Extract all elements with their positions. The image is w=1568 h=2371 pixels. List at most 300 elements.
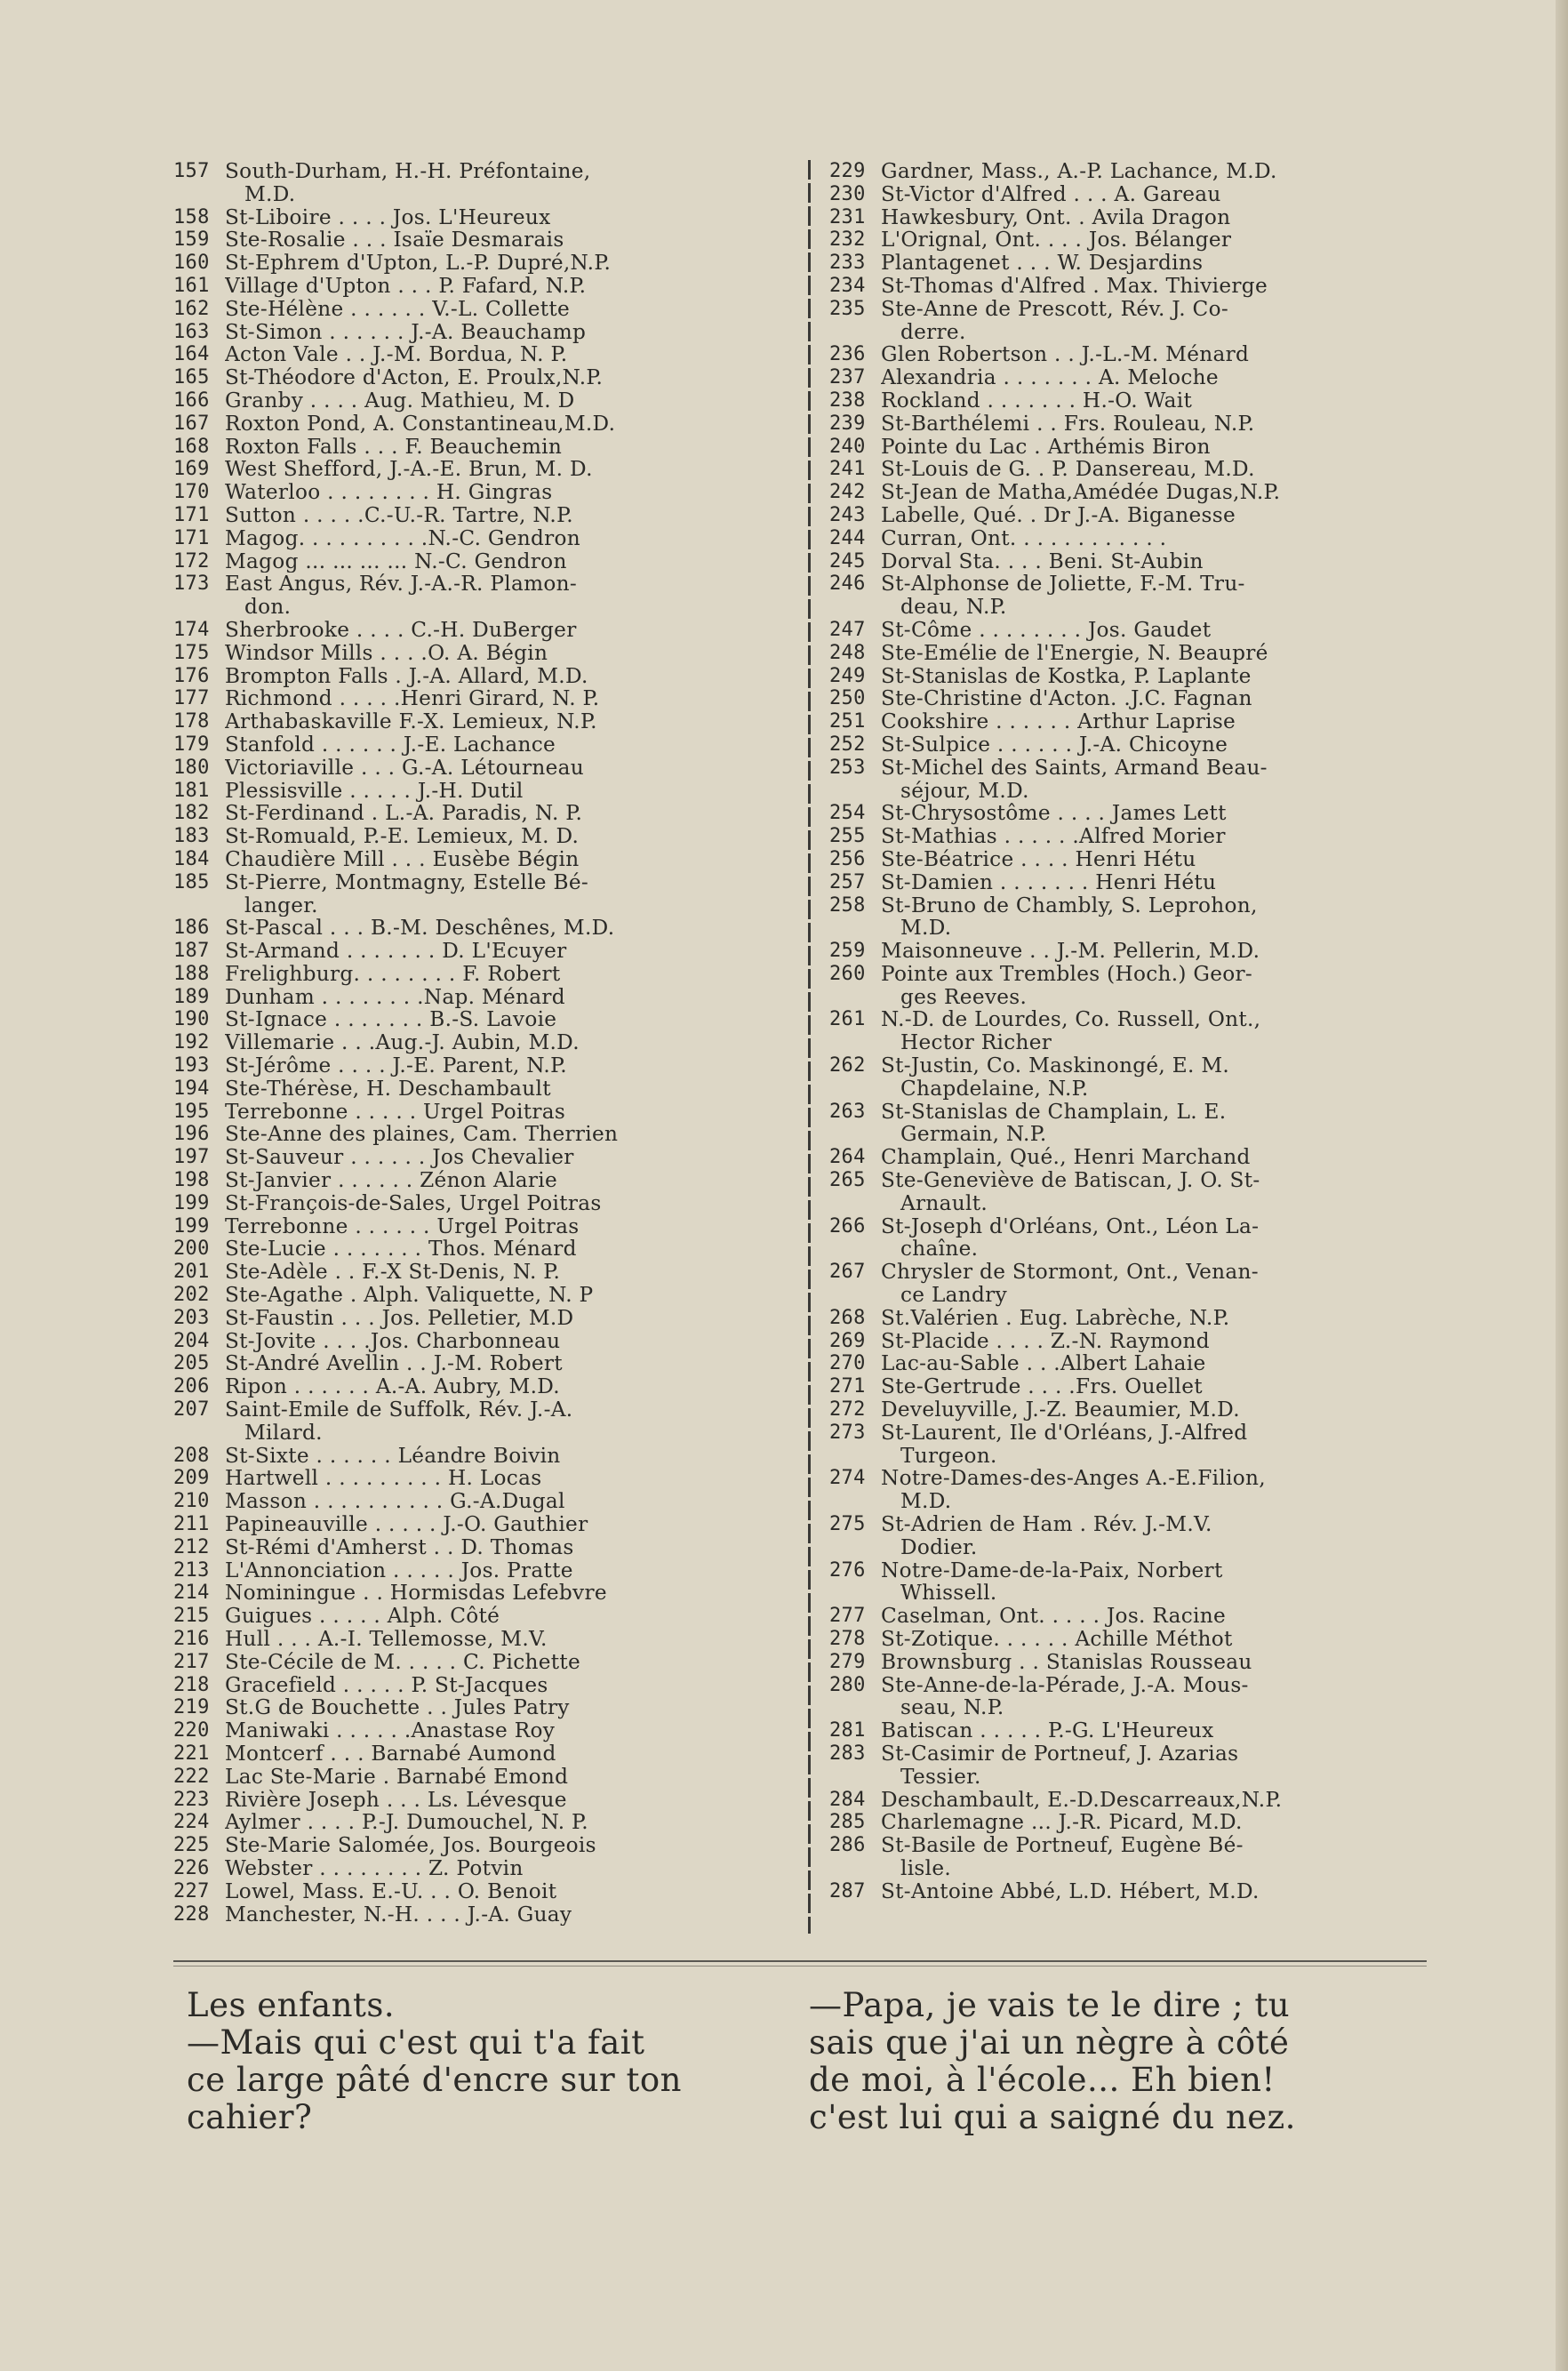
entry-text: Roxton Pond, A. Constantineau,M.D.	[225, 412, 616, 436]
entry-text: ges Reeves.	[900, 985, 1028, 1009]
list-entry	[173, 1261, 787, 1284]
entry-number: 267	[829, 1261, 866, 1284]
list-entry-continuation	[829, 1284, 1427, 1307]
list-entry	[829, 343, 1427, 366]
entry-number: 281	[829, 1719, 866, 1742]
entry-number: 273	[829, 1421, 866, 1444]
entry-number: 193	[173, 1054, 210, 1077]
entry-text: Rockland . . . . . . . H.-O. Wait	[881, 388, 1193, 413]
entry-text: Stanfold . . . . . . J.-E. Lachance	[225, 733, 556, 757]
entry-number: 287	[829, 1879, 866, 1902]
list-entry	[173, 160, 787, 183]
entry-number: 201	[173, 1261, 210, 1284]
list-entry-continuation	[173, 183, 787, 206]
list-entry	[829, 1719, 1427, 1742]
entry-number: 187	[173, 940, 210, 963]
entry-number: 274	[829, 1467, 866, 1490]
entry-number: 199	[173, 1214, 210, 1238]
entry-number: 260	[829, 962, 866, 985]
entry-text: Chapdelaine, N.P.	[900, 1077, 1089, 1101]
list-entry	[829, 252, 1427, 275]
list-entry	[173, 665, 787, 688]
entry-text: Nominingue . . Hormisdas Lefebvre	[225, 1582, 607, 1606]
list-entry	[829, 1651, 1427, 1674]
list-entry	[829, 1146, 1427, 1169]
entry-text: St-Rémi d'Amherst . . D. Thomas	[225, 1535, 574, 1559]
list-entry	[173, 1880, 787, 1903]
list-entry	[829, 940, 1427, 963]
entry-number: 224	[173, 1811, 210, 1834]
entry-number: 215	[173, 1605, 210, 1628]
entry-number: 160	[173, 252, 210, 275]
entry-number: 249	[829, 664, 866, 687]
entry-text: séjour, M.D.	[900, 779, 1029, 803]
list-entry	[173, 413, 787, 436]
entry-text: St-André Avellin . . J.-M. Robert	[225, 1352, 563, 1376]
list-entry	[829, 481, 1427, 504]
list-entry	[173, 1169, 787, 1192]
list-entry	[829, 802, 1427, 825]
entry-number: 220	[173, 1719, 210, 1742]
entry-number: 262	[829, 1054, 866, 1077]
list-entry	[173, 504, 787, 527]
entry-text: Arthabaskaville F.-X. Lemieux, N.P.	[225, 710, 597, 733]
list-entry	[829, 1811, 1427, 1834]
entry-text: Chrysler de Stormont, Ont., Venan-	[881, 1261, 1259, 1285]
entry-text: Dunham . . . . . . . .Nap. Ménard	[225, 985, 565, 1009]
list-entry	[829, 573, 1427, 596]
entry-number: 243	[829, 503, 866, 526]
entry-text: Tessier.	[900, 1765, 981, 1789]
entry-text: St.G de Bouchette . . Jules Patry	[225, 1696, 570, 1720]
list-entry-continuation	[173, 596, 787, 619]
list-entry	[829, 710, 1427, 733]
entry-number: 237	[829, 366, 866, 389]
entry-number: 197	[173, 1146, 210, 1169]
entry-number: 158	[173, 205, 210, 228]
list-entry	[173, 321, 787, 344]
entry-text: St-Stanislas de Champlain, L. E.	[881, 1100, 1227, 1124]
list-entry	[829, 1742, 1427, 1766]
entry-text: St-Janvier . . . . . . Zénon Alarie	[225, 1169, 557, 1192]
entry-text: St-Liboire . . . . Jos. L'Heureux	[225, 205, 551, 229]
entry-text: St-Stanislas de Kostka, P. Laplante	[881, 664, 1252, 688]
list-entry	[173, 1811, 787, 1834]
list-entry	[173, 1077, 787, 1101]
entry-text: Pointe du Lac . Arthémis Biron	[881, 435, 1211, 459]
list-entry	[829, 1261, 1427, 1284]
entry-text: Glen Robertson . . J.-L.-M. Ménard	[881, 343, 1250, 367]
list-entry	[173, 573, 787, 596]
entry-number: 270	[829, 1352, 866, 1375]
entry-text: Ste-Béatrice . . . . Henri Hétu	[881, 847, 1196, 871]
entry-number: 245	[829, 549, 866, 573]
list-entry	[829, 228, 1427, 252]
entry-text: Chaudière Mill . . . Eusèbe Bégin	[225, 847, 580, 871]
list-entry	[173, 458, 787, 481]
entry-number: 184	[173, 847, 210, 870]
list-entry	[829, 619, 1427, 642]
entry-number: 210	[173, 1490, 210, 1513]
list-entry	[829, 1375, 1427, 1398]
list-entry	[829, 1559, 1427, 1582]
list-entry	[829, 1628, 1427, 1651]
list-entry	[173, 1284, 787, 1307]
entry-text: St-Théodore d'Acton, E. Proulx,N.P.	[225, 366, 604, 389]
list-entry	[173, 1445, 787, 1468]
entry-text: Magog. . . . . . . . . .N.-C. Gendron	[225, 526, 581, 550]
list-entry-continuation	[829, 986, 1427, 1009]
entry-text: Villemarie . . .Aug.-J. Aubin, M.D.	[225, 1031, 580, 1055]
list-entry	[829, 757, 1427, 780]
entry-text: Ste-Geneviève de Batiscan, J. O. St-	[881, 1169, 1260, 1192]
entry-text: Lac-au-Sable . . .Albert Lahaie	[881, 1352, 1206, 1376]
entry-text: M.D.	[244, 182, 296, 206]
list-entry	[173, 1375, 787, 1398]
joke-line: cahier?	[187, 2098, 313, 2136]
entry-text: St-François-de-Sales, Urgel Poitras	[225, 1191, 602, 1215]
list-entry	[829, 1398, 1427, 1422]
entry-text: Lac Ste-Marie . Barnabé Emond	[225, 1765, 569, 1789]
list-entry	[173, 802, 787, 825]
entry-number: 202	[173, 1284, 210, 1307]
entry-number: 240	[829, 435, 866, 458]
entry-number: 238	[829, 388, 866, 412]
entry-number: 175	[173, 641, 210, 664]
entry-text: St-Bruno de Chambly, S. Leprohon,	[881, 893, 1258, 917]
entry-text: West Shefford, J.-A.-E. Brun, M. D.	[225, 458, 593, 482]
list-entry	[173, 527, 787, 550]
list-entry	[829, 848, 1427, 871]
entry-text: Pointe aux Trembles (Hoch.) Geor-	[881, 962, 1253, 986]
entry-text: Masson . . . . . . . . . . G.-A.Dugal	[225, 1490, 565, 1514]
entry-text: Hull . . . A.-I. Tellemosse, M.V.	[225, 1628, 548, 1651]
entry-number: 280	[829, 1673, 866, 1696]
entry-number: 162	[173, 297, 210, 320]
joke-right	[809, 1987, 1387, 2136]
entry-text: Charlemagne ... J.-R. Picard, M.D.	[881, 1811, 1243, 1835]
entry-number: 185	[173, 870, 210, 893]
list-entry	[173, 436, 787, 459]
entry-text: St-Thomas d'Alfred . Max. Thivierge	[881, 274, 1268, 298]
entry-text: Lowel, Mass. E.-U. . . O. Benoit	[225, 1879, 557, 1903]
entry-number: 216	[173, 1628, 210, 1650]
list-entry-continuation	[173, 1422, 787, 1445]
entry-text: Waterloo . . . . . . . . H. Gingras	[225, 481, 553, 504]
entry-number: 182	[173, 802, 210, 825]
list-entry	[173, 1605, 787, 1628]
entry-text: Champlain, Qué., Henri Marchand	[881, 1146, 1251, 1170]
entry-number: 229	[829, 160, 866, 182]
entry-text: St-Sauveur . . . . . . Jos Chevalier	[225, 1146, 574, 1170]
list-entry-continuation	[829, 596, 1427, 619]
entry-text: Papineauville . . . . . J.-O. Gauthier	[225, 1513, 588, 1536]
list-entry	[173, 1651, 787, 1674]
entry-text: Germain, N.P.	[900, 1123, 1047, 1147]
entry-text: Ripon . . . . . . A.-A. Aubry, M.D.	[225, 1375, 560, 1399]
entry-number: 179	[173, 733, 210, 756]
list-entry	[173, 206, 787, 229]
list-entry-continuation	[829, 1238, 1427, 1261]
list-entry	[173, 642, 787, 665]
entry-text: St-Louis de G. . P. Dansereau, M.D.	[881, 458, 1255, 482]
entry-number: 189	[173, 985, 210, 1008]
entry-number: 219	[173, 1696, 210, 1719]
entry-text: St-Ferdinand . L.-A. Paradis, N. P.	[225, 802, 583, 826]
entry-text: Batiscan . . . . . P.-G. L'Heureux	[881, 1719, 1214, 1742]
entry-number: 250	[829, 687, 866, 710]
list-entry	[829, 527, 1427, 550]
entry-number: 188	[173, 962, 210, 985]
entry-text: Ste-Christine d'Acton. .J.C. Fagnan	[881, 687, 1252, 711]
entry-text: St-Damien . . . . . . . Henri Hétu	[881, 870, 1217, 894]
list-entry	[173, 1054, 787, 1077]
entry-number: 226	[173, 1856, 210, 1879]
list-entry	[829, 275, 1427, 298]
entry-number: 234	[829, 274, 866, 297]
entry-number: 275	[829, 1513, 866, 1536]
list-entry	[829, 825, 1427, 848]
entry-text: Acton Vale . . J.-M. Bordua, N. P.	[225, 343, 568, 367]
entry-text: St-Mathias . . . . . .Alfred Morier	[881, 825, 1226, 848]
entry-text: Develuyville, J.-Z. Beaumier, M.D.	[881, 1398, 1240, 1422]
entry-number: 256	[829, 847, 866, 870]
entry-text: langer.	[244, 893, 318, 917]
entry-text: St-Romuald, P.-E. Lemieux, M. D.	[225, 825, 580, 848]
list-entry-continuation	[829, 1192, 1427, 1215]
entry-text: ce Landry	[900, 1284, 1007, 1307]
entry-number: 230	[829, 182, 866, 205]
entry-text: St-Côme . . . . . . . . Jos. Gaudet	[881, 618, 1212, 642]
entry-text: Brownsburg . . Stanislas Rousseau	[881, 1650, 1252, 1674]
list-entry	[173, 848, 787, 871]
entry-number: 211	[173, 1513, 210, 1536]
entry-number: 218	[173, 1673, 210, 1696]
list-entry	[173, 1398, 787, 1422]
entry-text: Rivière Joseph . . . Ls. Lévesque	[225, 1788, 567, 1812]
entry-text: St-Sixte . . . . . . Léandre Boivin	[225, 1444, 561, 1468]
list-entry	[173, 1146, 787, 1169]
list-entry	[173, 1352, 787, 1375]
entry-number: 212	[173, 1535, 210, 1558]
list-entry	[173, 710, 787, 733]
entry-text: Notre-Dames-des-Anges A.-E.Filion,	[881, 1467, 1266, 1491]
entry-text: Ste-Lucie . . . . . . . Thos. Ménard	[225, 1238, 577, 1262]
entry-number: 254	[829, 802, 866, 825]
list-entry	[829, 963, 1427, 986]
entry-text: St-Ignace . . . . . . . B.-S. Lavoie	[225, 1008, 557, 1032]
entry-text: Village d'Upton . . . P. Fafard, N.P.	[225, 274, 587, 298]
entry-number: 181	[173, 779, 210, 802]
entry-text: Ste-Anne des plaines, Cam. Therrien	[225, 1123, 619, 1147]
entry-number: 198	[173, 1169, 210, 1192]
entry-number: 231	[829, 205, 866, 228]
entry-text: St-Antoine Abbé, L.D. Hébert, M.D.	[881, 1879, 1260, 1903]
entry-number: 209	[173, 1467, 210, 1490]
entry-number: 259	[829, 940, 866, 963]
list-entry	[829, 733, 1427, 757]
entry-text: Aylmer . . . . P.-J. Dumouchel, N. P.	[225, 1811, 588, 1835]
list-entry-continuation	[829, 1536, 1427, 1559]
list-entry	[829, 1467, 1427, 1490]
entry-text: St-Placide . . . . Z.-N. Raymond	[881, 1329, 1210, 1353]
list-entry	[173, 825, 787, 848]
entry-number: 163	[173, 320, 210, 343]
list-entry	[173, 1513, 787, 1536]
entry-number: 177	[173, 687, 210, 710]
entry-text: Dodier.	[900, 1535, 978, 1559]
list-entry	[829, 458, 1427, 481]
entry-number: 223	[173, 1788, 210, 1811]
entry-number: 176	[173, 664, 210, 687]
entry-text: Cookshire . . . . . . Arthur Laprise	[881, 710, 1236, 733]
list-entry	[829, 160, 1427, 183]
entry-number: 279	[829, 1650, 866, 1673]
entry-text: Webster . . . . . . . . Z. Potvin	[225, 1856, 524, 1880]
list-entry-continuation	[829, 1696, 1427, 1719]
list-entry-continuation	[829, 321, 1427, 344]
list-entry	[173, 986, 787, 1009]
entry-text: St-Armand . . . . . . . D. L'Ecuyer	[225, 940, 567, 963]
entry-text: Ste-Emélie de l'Energie, N. Beaupré	[881, 641, 1268, 665]
list-entry-continuation	[829, 917, 1427, 940]
entry-text: Caselman, Ont. . . . . Jos. Racine	[881, 1605, 1227, 1628]
entry-text: St-Adrien de Ham . Rév. J.-M.V.	[881, 1513, 1212, 1536]
list-entry	[829, 1605, 1427, 1628]
entry-text: St-Laurent, Ile d'Orléans, J.-Alfred	[881, 1421, 1248, 1445]
list-entry	[173, 1192, 787, 1215]
entry-number: 180	[173, 756, 210, 779]
entry-text: Notre-Dame-de-la-Paix, Norbert	[881, 1558, 1223, 1582]
entry-text: Alexandria . . . . . . . A. Meloche	[881, 366, 1219, 389]
entry-number: 285	[829, 1811, 866, 1834]
list-entry	[173, 1834, 787, 1857]
entry-number: 286	[829, 1834, 866, 1857]
entry-text: Sherbrooke . . . . C.-H. DuBerger	[225, 618, 577, 642]
entry-text: Sutton . . . . .C.-U.-R. Tartre, N.P.	[225, 503, 573, 527]
entry-text: Ste-Agathe . Alph. Valiquette, N. P	[225, 1284, 594, 1307]
entry-text: St-Pierre, Montmagny, Estelle Bé-	[225, 870, 588, 894]
entry-number: 171	[173, 503, 210, 526]
entry-number: 263	[829, 1100, 866, 1123]
list-entry	[173, 1123, 787, 1146]
list-entry	[173, 481, 787, 504]
list-entry	[829, 894, 1427, 917]
entry-number: 164	[173, 343, 210, 366]
entry-text: Dorval Sta. . . . Beni. St-Aubin	[881, 549, 1204, 573]
list-entry	[829, 1513, 1427, 1536]
entry-text: Ste-Cécile de M. . . . . C. Pichette	[225, 1650, 580, 1674]
entry-text: Montcerf . . . Barnabé Aumond	[225, 1742, 556, 1766]
list-entry	[173, 963, 787, 986]
list-entry	[829, 298, 1427, 321]
joke-line: Les enfants.	[187, 1986, 396, 2024]
entry-text: St-Casimir de Portneuf, J. Azarias	[881, 1742, 1239, 1766]
list-entry-continuation	[829, 1123, 1427, 1146]
entry-text: St-Pascal . . . B.-M. Deschênes, M.D.	[225, 917, 615, 941]
entry-number: 236	[829, 343, 866, 366]
list-entry	[173, 389, 787, 413]
entry-text: Whissell.	[900, 1582, 997, 1606]
list-entry-continuation	[173, 894, 787, 917]
list-entry	[173, 1719, 787, 1742]
entry-text: Curran, Ont. . . . . . . . . . . .	[881, 526, 1167, 550]
list-entry	[173, 228, 787, 252]
entry-number: 284	[829, 1788, 866, 1811]
list-entry-continuation	[829, 780, 1427, 803]
entry-number: 171	[173, 526, 210, 549]
entry-text: Ste-Gertrude . . . .Frs. Ouellet	[881, 1375, 1203, 1399]
entry-text: St-Ephrem d'Upton, L.-P. Dupré,N.P.	[225, 252, 612, 275]
list-entry	[173, 1490, 787, 1513]
entry-number: 174	[173, 618, 210, 641]
entry-text: Milard.	[244, 1421, 323, 1445]
entry-number: 196	[173, 1123, 210, 1146]
entry-text: St-Barthélemi . . Frs. Rouleau, N.P.	[881, 412, 1255, 436]
entry-text: Hawkesbury, Ont. . Avila Dragon	[881, 205, 1231, 229]
list-entry	[173, 252, 787, 275]
entry-text: Guigues . . . . . Alph. Côté	[225, 1605, 500, 1628]
entry-number: 217	[173, 1650, 210, 1673]
list-entry	[173, 1101, 787, 1124]
entry-number: 264	[829, 1146, 866, 1169]
list-entry	[173, 940, 787, 963]
entry-text: Frelighburg. . . . . . . . F. Robert	[225, 962, 561, 986]
entry-number: 248	[829, 641, 866, 664]
entry-text: Ste-Marie Salomée, Jos. Bourgeois	[225, 1834, 596, 1857]
entry-number: 228	[173, 1902, 210, 1926]
entry-text: M.D.	[900, 1490, 952, 1514]
joke-line: de moi, à l'école... Eh bien!	[809, 2061, 1276, 2099]
list-entry	[173, 1789, 787, 1812]
entry-number: 222	[173, 1765, 210, 1788]
entry-text: St-Basile de Portneuf, Eugène Bé-	[881, 1834, 1244, 1857]
entry-number: 204	[173, 1329, 210, 1352]
entry-number: 233	[829, 252, 866, 275]
entry-text: Maniwaki . . . . . .Anastase Roy	[225, 1719, 556, 1742]
entry-number: 235	[829, 297, 866, 320]
list-entry	[173, 1766, 787, 1789]
joke-line: c'est lui qui a saigné du nez.	[809, 2098, 1296, 2136]
entry-text: St-Zotique. . . . . . Achille Méthot	[881, 1628, 1233, 1651]
entry-number: 277	[829, 1605, 866, 1628]
list-entry	[173, 1559, 787, 1582]
entry-text: Maisonneuve . . J.-M. Pellerin, M.D.	[881, 940, 1260, 963]
list-entry	[829, 1789, 1427, 1812]
entry-text: South-Durham, H.-H. Préfontaine,	[225, 160, 591, 183]
list-entry	[829, 1834, 1427, 1857]
list-entry	[829, 1330, 1427, 1353]
entry-text: Ste-Rosalie . . . Isaïe Desmarais	[225, 228, 564, 252]
list-entry	[829, 206, 1427, 229]
page-edge	[1556, 0, 1568, 2371]
list-entry	[173, 1903, 787, 1926]
entry-number: 207	[173, 1398, 210, 1422]
list-entry	[173, 1536, 787, 1559]
list-entry	[173, 757, 787, 780]
entry-text: deau, N.P.	[900, 596, 1007, 619]
entry-text: St-Jovite . . . .Jos. Charbonneau	[225, 1329, 561, 1353]
entry-number: 183	[173, 825, 210, 848]
list-entry	[829, 1101, 1427, 1124]
joke-line: —Mais qui c'est qui t'a fait	[187, 2023, 645, 2062]
column-divider	[808, 160, 811, 1934]
entry-number: 203	[173, 1306, 210, 1329]
entry-text: seau, N.P.	[900, 1696, 1004, 1720]
entry-text: Ste-Adèle . . F.-X St-Denis, N. P.	[225, 1261, 561, 1285]
entry-number: 252	[829, 733, 866, 756]
list-entry	[829, 366, 1427, 389]
